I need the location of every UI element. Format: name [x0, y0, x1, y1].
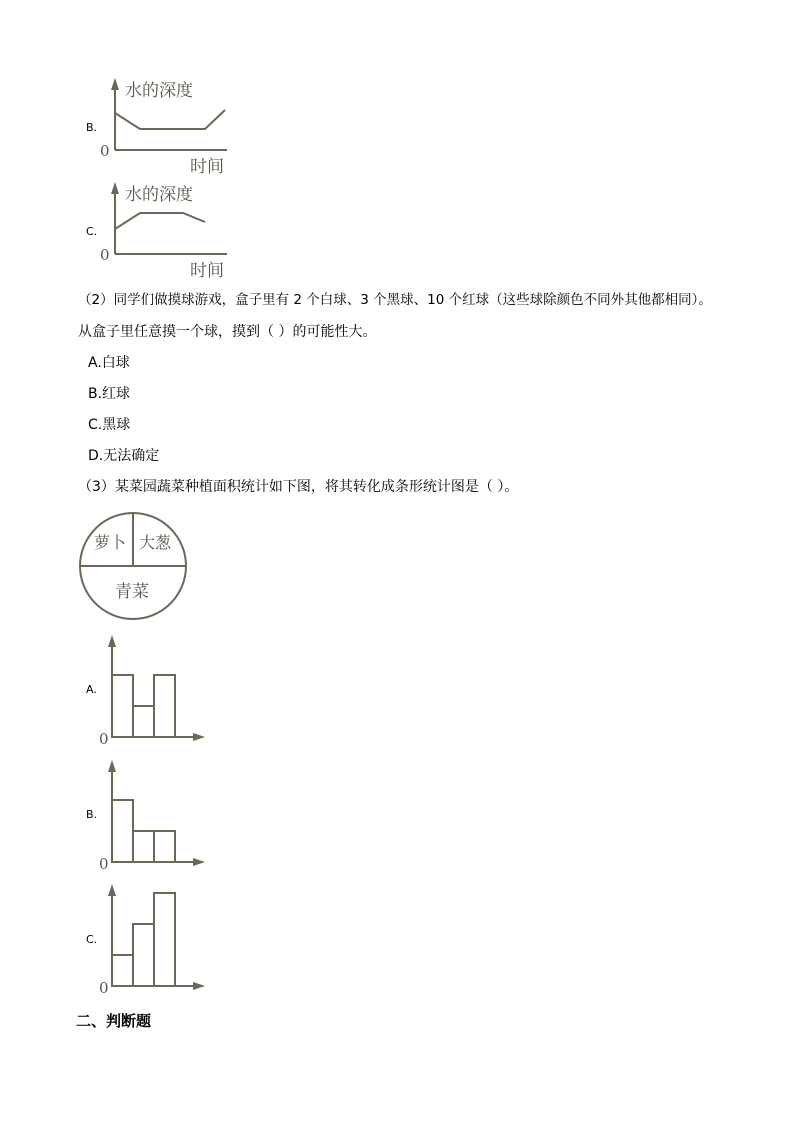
depth-line: [115, 110, 225, 129]
origin-label: 0: [99, 979, 109, 997]
q1-option-b-graph: [95, 78, 245, 178]
bar-2: [133, 924, 154, 986]
q3-pie-chart: [76, 509, 190, 623]
q1-option-b-label: B.: [86, 121, 98, 134]
bar-1: [112, 675, 133, 737]
section-heading: 二、判断题: [76, 1012, 152, 1030]
y-axis-label: 水的深度: [125, 81, 193, 101]
origin-label: 0: [100, 142, 110, 160]
q2-question-line2: 从盒子里任意摸一个球，摸到（ ）的可能性大。: [78, 324, 377, 340]
origin-label: 0: [99, 730, 109, 748]
bar-2: [133, 706, 154, 737]
origin-label: 0: [99, 855, 109, 873]
bar-3: [154, 893, 175, 986]
q3-option-c-chart: [95, 882, 215, 1000]
q2-question-line1: （2）同学们做摸球游戏，盒子里有 2 个白球、3 个黑球、10 个红球（这些球除颜色不同外其他都相同）。: [78, 292, 712, 308]
q3-question: （3）某菜园蔬菜种植面积统计如下图，将其转化成条形统计图是（ ）。: [78, 479, 519, 495]
q3-option-c-label: C.: [86, 933, 98, 946]
q1-option-c-label: C.: [86, 225, 98, 238]
bar-2: [133, 831, 154, 862]
x-axis-arrow: [193, 982, 205, 990]
q3-option-a-label: A.: [86, 683, 97, 696]
y-axis-arrow: [111, 78, 119, 90]
y-axis-arrow: [108, 760, 116, 772]
pie-label-qingcai: 青菜: [115, 582, 149, 602]
y-axis-arrow: [108, 884, 116, 896]
y-axis-label: 水的深度: [125, 185, 193, 205]
y-axis-arrow: [108, 635, 116, 647]
q2-option-c: C.黑球: [88, 417, 131, 433]
x-axis-arrow: [193, 858, 205, 866]
pie-label-dacong: 大葱: [139, 533, 172, 552]
origin-label: 0: [100, 246, 110, 264]
bar-3: [154, 675, 175, 737]
x-axis-label: 时间: [190, 261, 224, 281]
y-axis-arrow: [111, 182, 119, 194]
bar-3: [154, 831, 175, 862]
q1-option-c-graph: [95, 182, 245, 282]
bar-1: [112, 800, 133, 862]
q3-option-b-chart: [95, 758, 215, 876]
bar-1: [112, 955, 133, 986]
q2-option-d: D.无法确定: [88, 448, 160, 464]
q2-option-a: A.白球: [88, 355, 130, 371]
q3-option-b-label: B.: [86, 808, 98, 821]
pie-label-luobo: 萝卜: [94, 533, 127, 552]
depth-line: [115, 213, 205, 229]
q3-option-a-chart: [95, 633, 215, 751]
x-axis-arrow: [193, 733, 205, 741]
q2-option-b: B.红球: [88, 386, 131, 402]
x-axis-label: 时间: [190, 157, 224, 177]
